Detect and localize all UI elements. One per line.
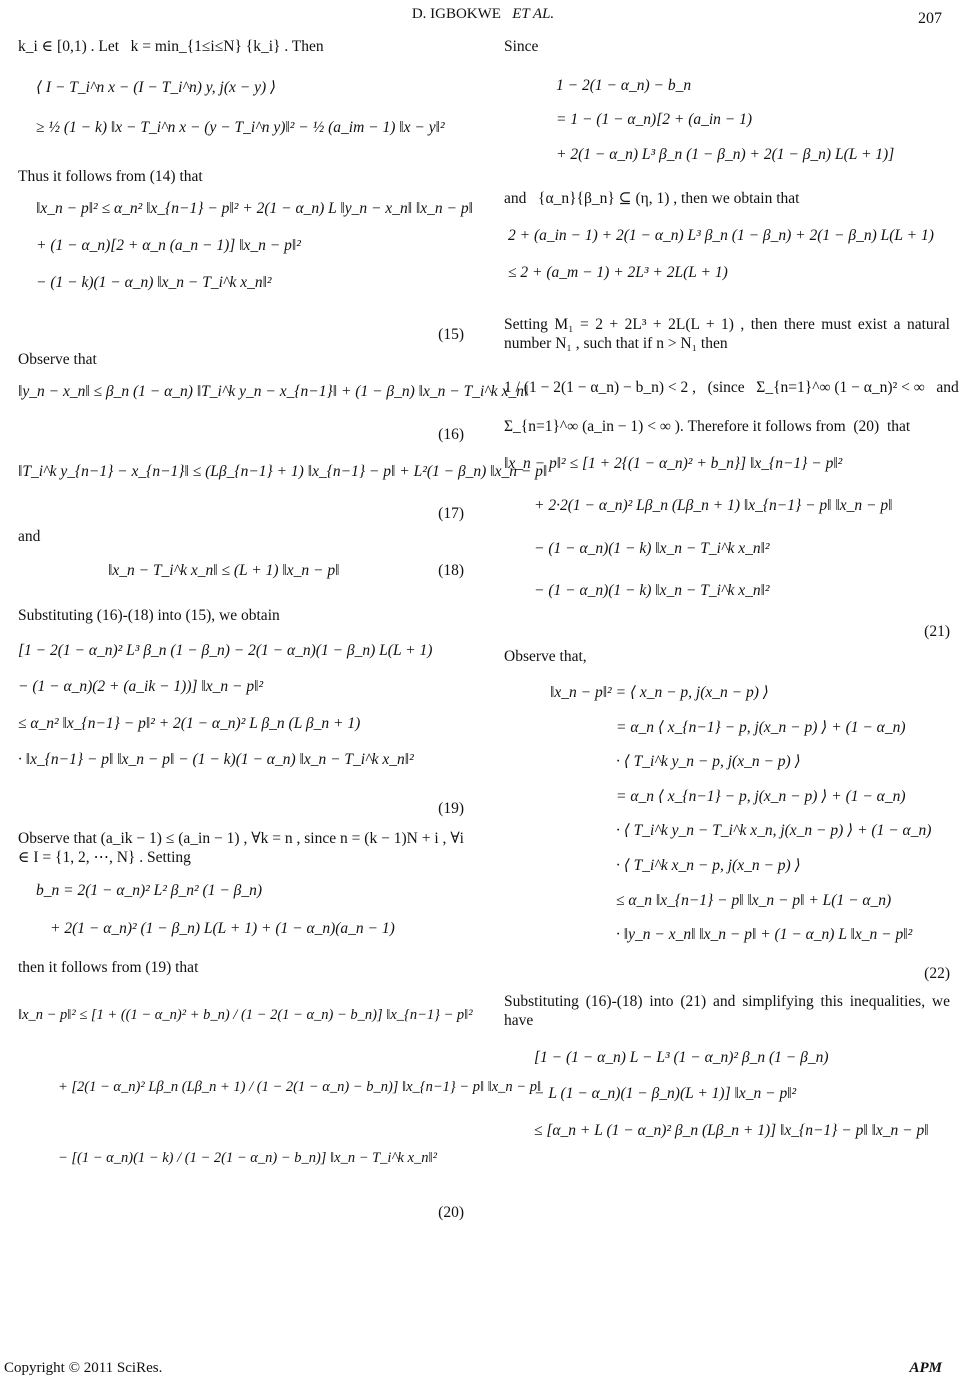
- eq-number-15: (15): [438, 326, 464, 344]
- sum-line: Σ_{n=1}^∞ (a_in − 1) < ∞ ). Therefore it follows from (20) that: [504, 417, 911, 435]
- eq-number-22: (22): [924, 964, 950, 982]
- journal-abbrev: APM: [909, 1360, 942, 1376]
- eq-number-21: (21): [924, 622, 950, 640]
- equation-19: [1 − 2(1 − α_n)² L³ β_n (1 − β_n) − 2(1 − α_n)(1 − β_n) L(L + 1) − (1 − α_n)(2 + (a_ik − 1))] ‖x_n − p‖² ≤ α_n² ‖x_{n−1} − p‖² + 2(1 − α_n)² L β_n (L β_n + 1) · ‖x_{n−1} − p‖ ‖x_n − p‖ − (1 − k)(1 − α_n) ‖x_n − T_i^k x_n‖² (19): [18, 641, 464, 817]
- eq-number-17: (17): [438, 505, 464, 523]
- eq-number-16: (16): [438, 425, 464, 443]
- since-word: Since: [504, 38, 539, 55]
- copyright-notice: Copyright © 2011 SciRes.: [4, 1360, 163, 1376]
- page-footer: [0, 1360, 966, 1382]
- monotone-inequality: ⟨ I − T_i^n x − (I − T_i^n) y, j(x − y) ⟩ ≥ ½ (1 − k) ‖x − T_i^n x − (y − T_i^n y)‖² − ½ (a_im − 1) ‖x − y‖²: [36, 78, 445, 137]
- page-number: 207: [918, 10, 942, 27]
- running-header: [0, 4, 966, 28]
- right-column: [504, 38, 959, 1140]
- eq-number-20: (20): [438, 1203, 464, 1221]
- substituting-2: Substituting (16)-(18) into (21) and simplifying this inequalities, we have: [504, 993, 950, 1030]
- obtain-equation: 2 + (a_in − 1) + 2(1 − α_n) L³ β_n (1 − β_n) + 2(1 − β_n) L(L + 1) ≤ 2 + (a_m − 1) + 2L³ + 2L(L + 1): [508, 226, 934, 281]
- equation-20: ‖x_n − p‖² ≤ [1 + ((1 − α_n)² + b_n) / (1 − 2(1 − α_n) − b_n)] ‖x_{n−1} − p‖² + [2(1 − α_n)² Lβ_n (Lβ_n + 1) / (1 − 2(1 − α_n) − b_n)] ‖x_{n−1} − p‖ ‖x_n − p‖ − [(1 − α_n)(1 − k) / (1 − 2(1 − α_n) − b_n)] ‖x_n − T_i^k x_n‖² (20): [18, 1007, 542, 1221]
- equation-15: ‖x_n − p‖² ≤ α_n² ‖x_{n−1} − p‖² + 2(1 − α_n) L ‖y_n − x_n‖ ‖x_n − p‖ + (1 − α_n)[2 + α_n (a_n − 1)] ‖x_n − p‖² − (1 − k)(1 − α_n) ‖x_n − T_i^k x_n‖² (15): [18, 200, 464, 344]
- observe-2: Observe that (a_ik − 1) ≤ (a_in − 1) , ∀k = n , since n = (k − 1)N + i , ∀i ∈ I = {1, 2, ⋯, N} . Setting: [18, 830, 464, 867]
- and-word: and: [18, 527, 41, 545]
- left-column: [18, 38, 548, 1222]
- equation-22: ‖x_n − p‖² = ⟨ x_n − p, j(x_n − p) ⟩ = α_n ⟨ x_{n−1} − p, j(x_n − p) ⟩ + (1 − α_n) · ⟨ T_i^k y_n − p, j(x_n − p) ⟩ = α_n ⟨ x_{n−1} − p, j(x_n − p) ⟩ + (1 − α_n) · ⟨ T_i^k y_n − T_i^k x_n, j(x_n − p) ⟩ + (1 − α_n) · ⟨ T_i^k x_n − p, j(x_n − p) ⟩ ≤ α_n ‖x_{n−1} − p‖ ‖x_n − p‖ + L(1 − α_n) · ‖y_n − x_n‖ ‖x_n − p‖ + (1 − α_n) L ‖x_n − p‖² (22): [504, 684, 950, 983]
- equation-16: ‖y_n − x_n‖ ≤ β_n (1 − α_n) ‖T_i^k y_n − x_{n−1}‖ + (1 − β_n) ‖x_n − T_i^k x_n‖ (16): [18, 383, 529, 443]
- eq-number-18: (18): [438, 562, 464, 580]
- setting-para: Setting M₁ = 2 + 2L³ + 2L(L + 1) , then there must exist a natural number N₁ , such that if n > N₁ then: [504, 316, 950, 352]
- observe-3: Observe that,: [504, 647, 587, 665]
- final-inequality: [1 − (1 − α_n) L − L³ (1 − α_n)² β_n (1 − β_n) − L (1 − α_n)(1 − β_n)(L + 1)] ‖x_n − p‖² ≤ [α_n + L (1 − α_n)² β_n (Lβ_n + 1)] ‖x_{n−1} − p‖ ‖x_n − p‖: [534, 1048, 929, 1139]
- equation-17: ‖T_i^k y_{n−1} − x_{n−1}‖ ≤ (Lβ_{n−1} + 1) ‖x_{n−1} − p‖ + L²(1 − β_n) ‖x_n − p‖ (17): [18, 462, 548, 523]
- intro-line: k_i ∈ [0,1) . Let k = min_{1≤i≤N} {k_i} . Then: [18, 38, 324, 55]
- frac-line: 1 / (1 − 2(1 − α_n) − b_n) < 2 , (since Σ_{n=1}^∞ (1 − α_n)² < ∞ and: [504, 379, 959, 397]
- and-line: and {α_n}{β_n} ⊆ (η, 1) , then we obtain that: [504, 190, 800, 208]
- observe-1: Observe that: [18, 350, 97, 368]
- equation-21: ‖x_n − p‖² ≤ [1 + 2{(1 − α_n)² + b_n}] ‖x_{n−1} − p‖² + 2·2(1 − α_n)² Lβ_n (Lβ_n + 1) ‖x_{n−1} − p‖ ‖x_n − p‖ − (1 − α_n)(1 − k) ‖x_n − T_i^k x_n‖² − (1 − α_n)(1 − k) ‖x_n − T_i^k x_n‖² (21): [504, 454, 950, 640]
- substituting-1: Substituting (16)-(18) into (15), we obtain: [18, 606, 280, 624]
- header-authors: D. IGBOKWE ET AL.: [411, 6, 555, 22]
- eq-number-19: (19): [438, 799, 464, 817]
- then-19: then it follows from (19) that: [18, 958, 199, 976]
- equation-18: ‖x_n − T_i^k x_n‖ ≤ (L + 1) ‖x_n − p‖ (18): [108, 562, 464, 580]
- since-equation: 1 − 2(1 − α_n) − b_n = 1 − (1 − α_n)[2 + (a_in − 1) + 2(1 − α_n) L³ β_n (1 − β_n) + 2(1 − β_n) L(L + 1)]: [556, 76, 895, 163]
- para-14: Thus it follows from (14) that: [18, 167, 203, 185]
- bn-definition: b_n = 2(1 − α_n)² L² β_n² (1 − β_n) + 2(1 − α_n)² (1 − β_n) L(L + 1) + (1 − α_n)(a_n − 1): [36, 881, 395, 938]
